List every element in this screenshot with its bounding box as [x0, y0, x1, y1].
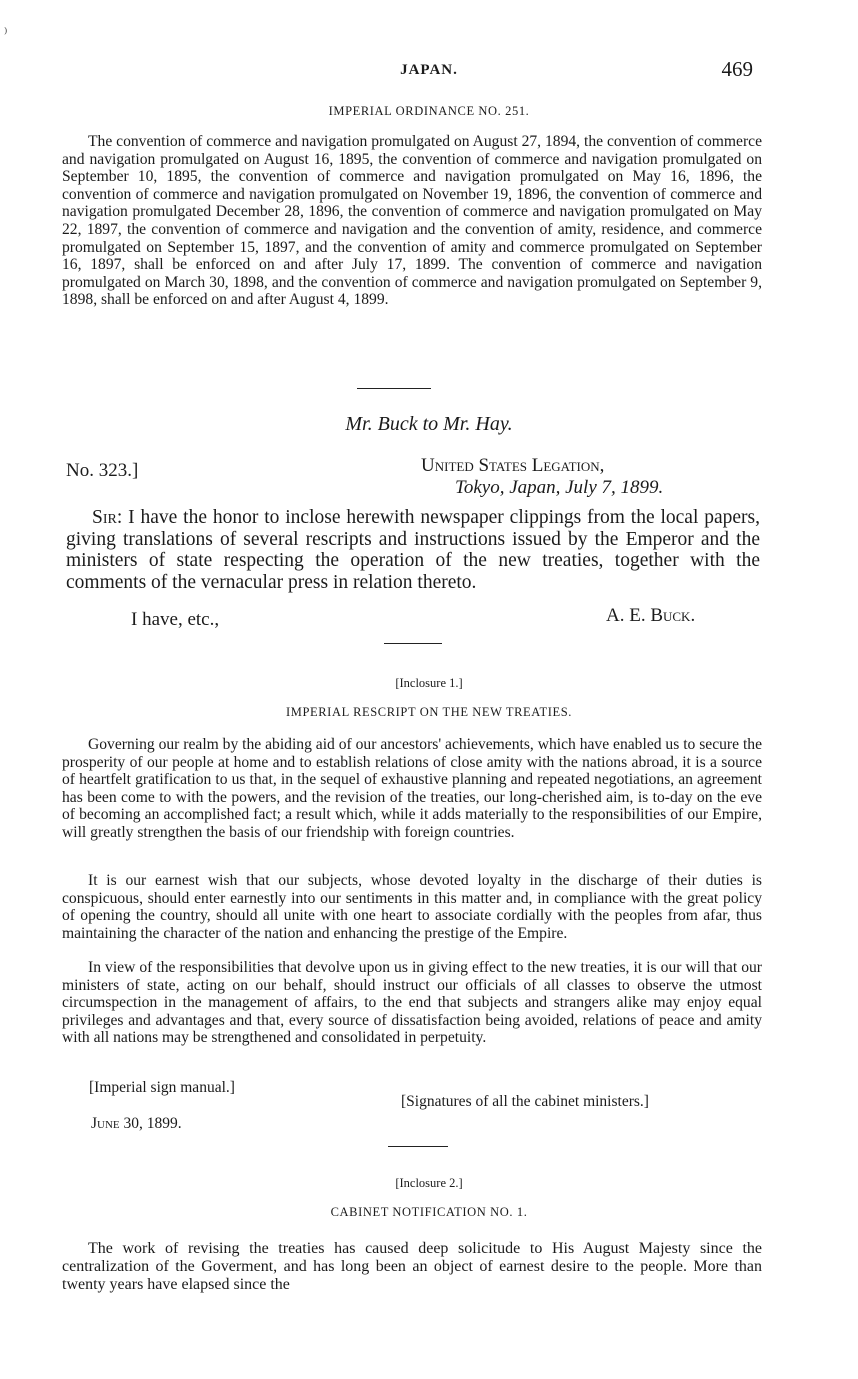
cabinet-notification-text: The work of revising the treaties has caused deep solicitude to His August Majesty since the centralization of the Goverment, and has long been an object of earnest desire to the people. More than twenty years have elapsed since the [62, 1240, 762, 1293]
page-number: 469 [721, 57, 753, 81]
ordinance-heading: IMPERIAL ORDINANCE NO. 251. [328, 104, 530, 118]
ordinance-text: The convention of commerce and navigation promulgated on August 27, 1894, the convention of commerce and navigation promulgated on August 16, 1895, the convention of commerce and navigation promulgated on September 10, 1895, the convention of commerce and navigation promulgated on May 16, 1896, the convention of commerce and navigation promulgated on November 19, 1896, the convention of commerce and navigation promulgated December 28, 1896, the convention of commerce and navigation promulgated on May 22, 1897, the convention of commerce and navigation and the convention of amity, residence, and commerce promulgated on September 15, 1897, and the convention of amity and commerce promulgated on September 16, 1897, shall be enforced on and after July 17, 1899. The convention of commerce and navigation promulgated on March 30, 1898, and the convention of commerce and navigation promulgated on September 9, 1898, shall be enforced on and after August 4, 1899. [62, 133, 762, 309]
rescript-paragraph-2: It is our earnest wish that our subjects, whose devoted loyalty in the discharge of their duties is conspicuous, should enter earnestly into our sentiments in this matter and, in compliance with the great policy of opening the country, should all unite with one heart to associate cordially with the peoples from afar, thus maintaining the character of the nation and enhancing the prestige of the Empire. [62, 872, 762, 942]
letter-signature: A. E. Buck. [606, 605, 696, 626]
running-head: JAPAN. [400, 62, 458, 78]
salutation: Sir: [92, 507, 123, 528]
letter-place-date: Tokyo, Japan, July 7, 1899. [455, 477, 664, 498]
rescript-paragraph-1: Governing our realm by the abiding aid of our ancestors' achievements, which have enabled us to secure the prosperity of our people at home and to establish relations of close amity with the nations abroad, it is a source of heartfelt gratification to us that, in the sequel of exhaustive planning and repeated negotiations, an agreement has been come to with the powers, and the revision of the treaties, our long-cherished aim, is to-day on the eve of becoming an accomplished fact; a result which, while it adds materially to the responsibilities of our Empire, will greatly strengthen the basis of our friendship with foreign countries. [62, 736, 762, 841]
cabinet-signatures: [Signatures of all the cabinet ministers.] [401, 1093, 649, 1110]
letter-title: Mr. Buck to Mr. Hay. [345, 413, 513, 435]
letter-number: No. 323.] [66, 460, 139, 481]
margin-mark: ⁾ [4, 27, 8, 42]
inclosure-2-label: [Inclosure 2.] [395, 1176, 463, 1190]
inclosure-1-heading: IMPERIAL RESCRIPT ON THE NEW TREATIES. [285, 705, 572, 719]
rescript-date: June 30, 1899. [91, 1115, 182, 1132]
section-rule [388, 1146, 448, 1147]
rescript-paragraph-3: In view of the responsibilities that devolve upon us in giving effect to the new treaties, it is our will that our ministers of state, acting on our behalf, should instruct our officials of all classes to observe the utmost circumspection in the management of affairs, to the end that subjects and strangers alike may enjoy equal privileges and advantages and that, every source of dissatisfaction being avoided, relations of peace and amity with all nations may be strengthened and consolidated in perpetuity. [62, 959, 762, 1047]
section-rule [384, 643, 442, 644]
legation-name: United States Legation, [421, 455, 605, 476]
imperial-sign-manual: [Imperial sign manual.] [89, 1079, 235, 1096]
inclosure-2-heading: CABINET NOTIFICATION NO. 1. [330, 1205, 528, 1219]
letter-closing: I have, etc., [131, 609, 220, 630]
section-rule [357, 388, 431, 389]
letter-body-text: I have the honor to inclose herewith newspaper clippings from the local papers, giving translations of several rescripts and instructions issued by the Emperor and the ministers of state respecting the operation of the new treaties, together with the comments of the vernacular press in relation thereto. [66, 507, 761, 593]
letter-body [66, 507, 760, 593]
inclosure-1-label: [Inclosure 1.] [395, 676, 463, 690]
